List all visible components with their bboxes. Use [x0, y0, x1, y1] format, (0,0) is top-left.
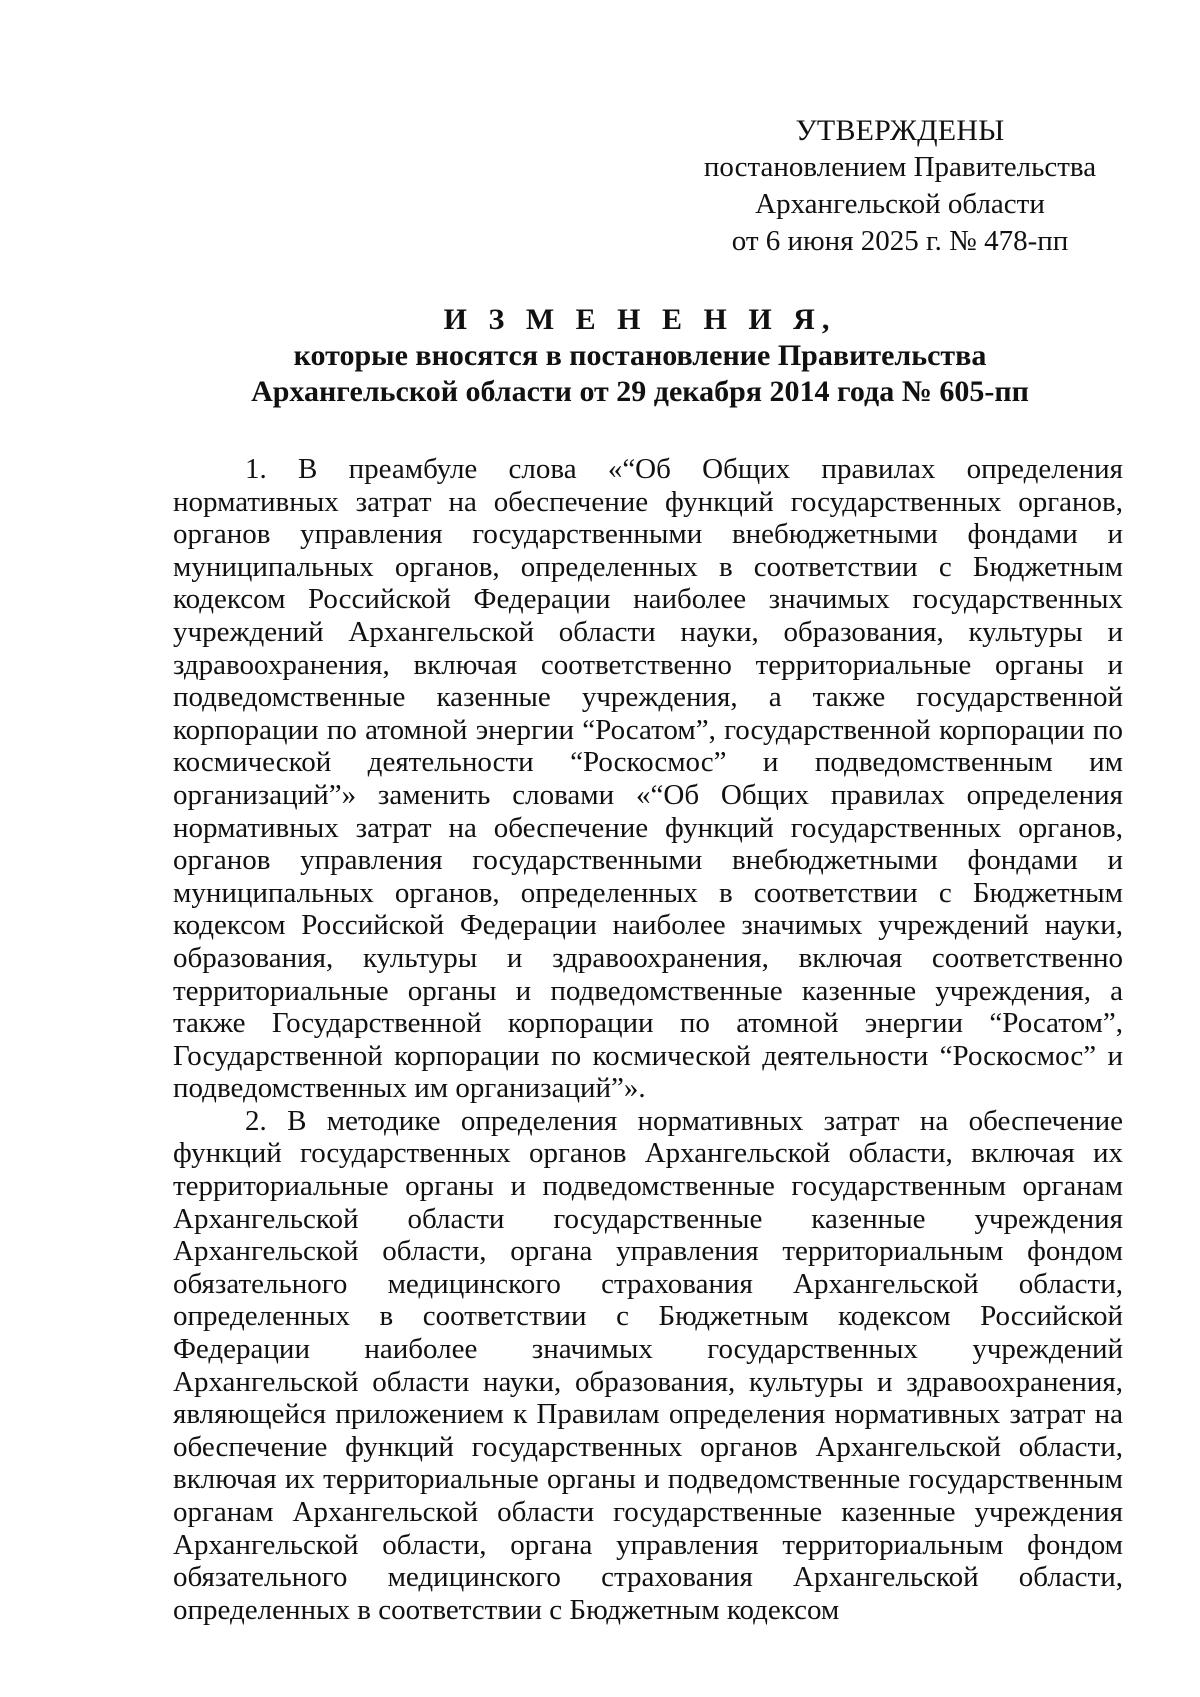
paragraph-1: 1. В преамбуле слова «“Об Общих правилах определения нормативных затрат на обеспечение функций государственных органов, органов управления государственными внебюджетными фондами и муниципальных органов, определенных в соответствии с Бюджетным кодексом Российской Федерации наиболее значимых государственных учреждений Архангельской области науки, образования, культуры и здравоохранения, включая соответственно территориальные органы и подведомственные казенные учреждения, а также государственной корпорации по атомной энергии “Росатом”, государственной корпорации по космической деятельности “Роскосмос” и подведомственным им организаций”» заменить словами «“Об Общих правилах определения нормативных затрат на обеспечение функций государственных органов, органов управления государственными внебюджетными фондами и муниципальных органов, определенных в соответствии с Бюджетным кодексом Российской Федерации наиболее значимых учреждений науки, образования, культуры и здравоохранения, включая соответственно территориальные органы и подведомственные казенные учреждения, а также Государственной корпорации по атомной энергии “Росатом”, Государственной корпорации по космической деятельности “Роскосмос” и подведомственных им организаций”». — [173, 453, 1123, 1105]
document-heading — [170, 302, 1110, 410]
heading-line-1: которые вносятся в постановление Правительства — [293, 339, 987, 372]
document-body — [173, 453, 1123, 1626]
approval-title: УТВЕРЖДЕНЫ — [795, 114, 1005, 147]
heading-title: И З М Е Н Е Н И Я, — [443, 303, 837, 336]
paragraph-2: 2. В методике определения нормативных затрат на обеспечение функций государственных органов Архангельской области, включая их территориальные органы и подведомственные государственным органам Архангельской области государственные казенные учреждения Архангельской области, органа управления территориальным фондом обязательного медицинского страхования Архангельской области, определенных в соответствии с Бюджетным кодексом Российской Федерации наиболее значимых государственных учреждений Архангельской области науки, образования, культуры и здравоохранения, являющейся приложением к Правилам определения нормативных затрат на обеспечение функций государственных органов Архангельской области, включая их территориальные органы и подведомственные государственным органам Архангельской области государственные казенные учреждения Архангельской области, органа управления территориальным фондом обязательного медицинского страхования Архангельской области, определенных в соответствии с Бюджетным кодексом — [173, 1104, 1123, 1626]
approval-line-1: постановлением Правительства — [703, 151, 1097, 183]
approval-line-2: Архангельской области — [755, 188, 1045, 220]
approval-line-3: от 6 июня 2025 г. № 478-пп — [731, 225, 1069, 257]
approval-stamp — [700, 112, 1100, 260]
heading-line-2: Архангельской области от 29 декабря 2014 года № 605-пп — [251, 375, 1029, 408]
